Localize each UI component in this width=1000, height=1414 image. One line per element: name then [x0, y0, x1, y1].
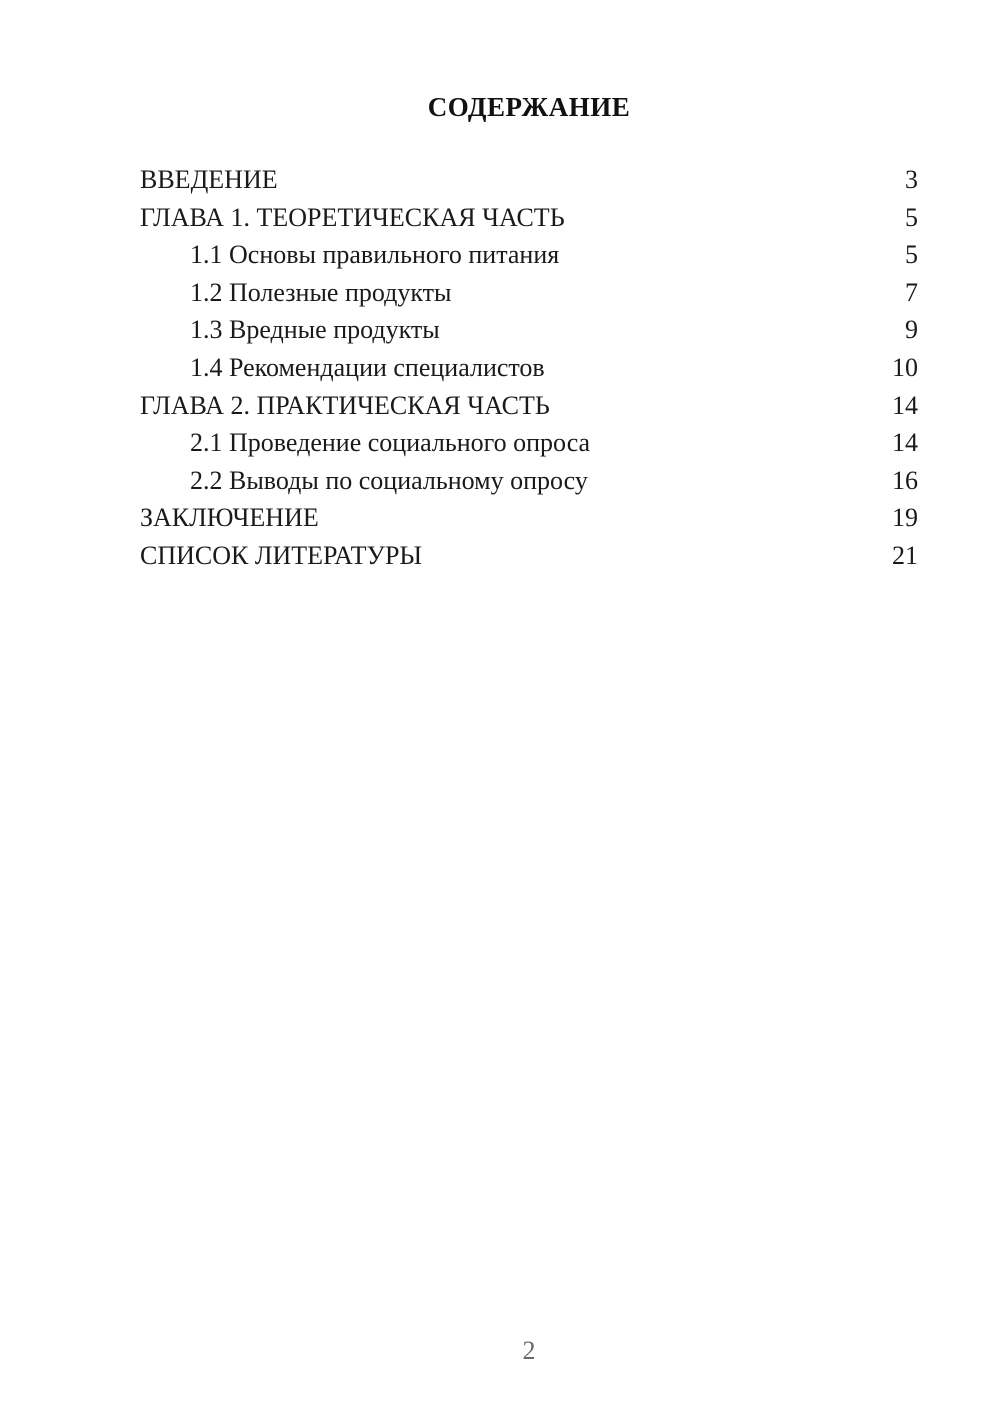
- toc-row: [140, 311, 918, 349]
- toc-entry-page: 7: [905, 277, 918, 307]
- toc-row: [140, 387, 918, 425]
- toc-entry-page: 3: [905, 165, 918, 194]
- page-number: 2: [522, 1336, 536, 1365]
- toc-row: [140, 274, 918, 312]
- page-footer: [140, 1336, 918, 1366]
- toc-row: [140, 537, 918, 575]
- toc-entry-label: 1.1 Основы правильного питания: [190, 240, 560, 270]
- content-area: [0, 0, 1000, 575]
- toc-entry-label: ГЛАВА 1. ТЕОРЕТИЧЕСКАЯ ЧАСТЬ: [140, 202, 565, 232]
- toc-entry-label: ВВЕДЕНИЕ: [140, 165, 278, 194]
- toc-entry-label: ЗАКЛЮЧЕНИЕ: [140, 503, 319, 533]
- toc-entry-label: СПИСОК ЛИТЕРАТУРЫ: [140, 540, 423, 570]
- toc-entry-label: ГЛАВА 2. ПРАКТИЧЕСКАЯ ЧАСТЬ: [140, 390, 550, 420]
- toc-entry-label: 1.3 Вредные продукты: [190, 315, 440, 345]
- toc-entry-page: 19: [892, 503, 918, 533]
- toc-entry-page: 14: [892, 390, 918, 420]
- toc-entry-page: 5: [905, 202, 918, 232]
- toc-row: [140, 462, 918, 500]
- table-of-contents: [140, 161, 918, 575]
- toc-entry-page: 21: [892, 540, 918, 570]
- toc-row: [140, 161, 918, 199]
- toc-entry-label: 2.2 Выводы по социальному опросу: [190, 465, 588, 495]
- toc-entry-page: 9: [905, 315, 918, 345]
- toc-row: [140, 424, 918, 462]
- toc-row: [140, 349, 918, 387]
- toc-entry-label: 1.4 Рекомендации специалистов: [190, 352, 545, 382]
- toc-entry-page: 10: [892, 352, 918, 382]
- toc-entry-page: 16: [892, 465, 918, 495]
- toc-entry-label: 2.1 Проведение социального опроса: [190, 428, 591, 458]
- toc-row: [140, 236, 918, 274]
- toc-row: [140, 499, 918, 537]
- toc-entry-page: 5: [905, 240, 918, 270]
- toc-entry-page: 14: [892, 428, 918, 458]
- toc-entry-label: 1.2 Полезные продукты: [190, 277, 452, 307]
- page-title: СОДЕРЖАНИЕ: [427, 92, 631, 122]
- toc-row: [140, 199, 918, 237]
